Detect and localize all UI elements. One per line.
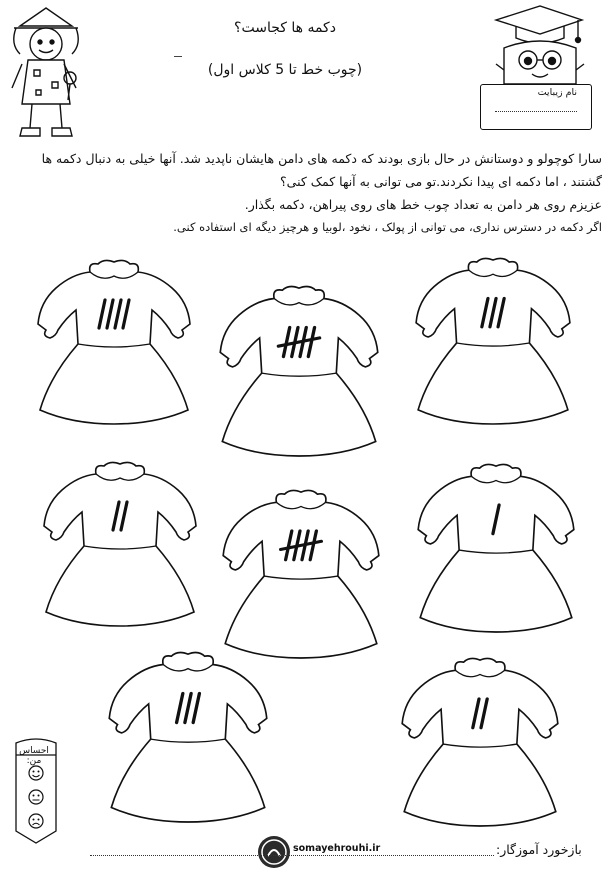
sad-face-icon[interactable] bbox=[29, 814, 43, 828]
dress-outline bbox=[109, 652, 266, 822]
page-subtitle: (چوب خط تا 5 کلاس اول) bbox=[207, 62, 363, 78]
name-line bbox=[495, 111, 577, 112]
feeling-label: احساس من: bbox=[19, 746, 49, 766]
dress-outline bbox=[223, 490, 379, 658]
website-text: somayehrouhi.ir bbox=[293, 843, 381, 854]
teacher-feedback-label: بازخورد آموزگار: bbox=[496, 842, 582, 857]
dress-2[interactable] bbox=[214, 284, 384, 456]
dress-1[interactable] bbox=[32, 258, 196, 424]
decorative-dash bbox=[174, 56, 182, 57]
dress-outline bbox=[44, 462, 196, 626]
dress-outline bbox=[418, 464, 574, 632]
dress-8[interactable] bbox=[392, 656, 568, 826]
page-title: دکمه ها کجاست؟ bbox=[234, 20, 336, 36]
dress-5[interactable] bbox=[216, 488, 386, 658]
instruction-line-2: گشتند ، اما دکمه ای پیدا نکردند.تو می توانی به آنها کمک کنی؟ bbox=[280, 174, 602, 189]
dress-6[interactable] bbox=[412, 462, 580, 632]
instruction-line-4: اگر دکمه در دسترس نداری، می توانی از پولک ، نخود ،لوبیا و هرچیز دیگه ای استفاده کنی. bbox=[173, 220, 602, 234]
neutral-face-icon[interactable] bbox=[29, 790, 43, 804]
dress-outline bbox=[402, 658, 558, 826]
site-logo-icon bbox=[258, 836, 290, 868]
dress-outline bbox=[38, 260, 190, 424]
dress-7[interactable] bbox=[100, 650, 276, 822]
dress-outline bbox=[416, 258, 570, 424]
name-box[interactable] bbox=[480, 84, 592, 130]
dress-3[interactable] bbox=[408, 256, 578, 424]
graduate-character-illustration bbox=[482, 4, 588, 86]
feedback-line[interactable] bbox=[90, 855, 494, 856]
instruction-line-1: سارا کوچولو و دوستانش در حال بازی بودند که دکمه های دامن هایشان ناپدید شد. آنها خیلی به دنبال دکمه ها bbox=[41, 151, 602, 166]
dress-outline bbox=[220, 286, 377, 456]
instructions bbox=[8, 147, 602, 239]
name-label: نام زیبایت bbox=[537, 87, 577, 98]
scarecrow-girl-illustration bbox=[6, 4, 86, 142]
happy-face-icon[interactable] bbox=[29, 766, 43, 780]
dress-4[interactable] bbox=[38, 458, 202, 628]
instruction-line-3: عزیزم روی هر دامن به تعداد چوب خط های روی پیراهن، دکمه بگذار. bbox=[244, 197, 602, 212]
